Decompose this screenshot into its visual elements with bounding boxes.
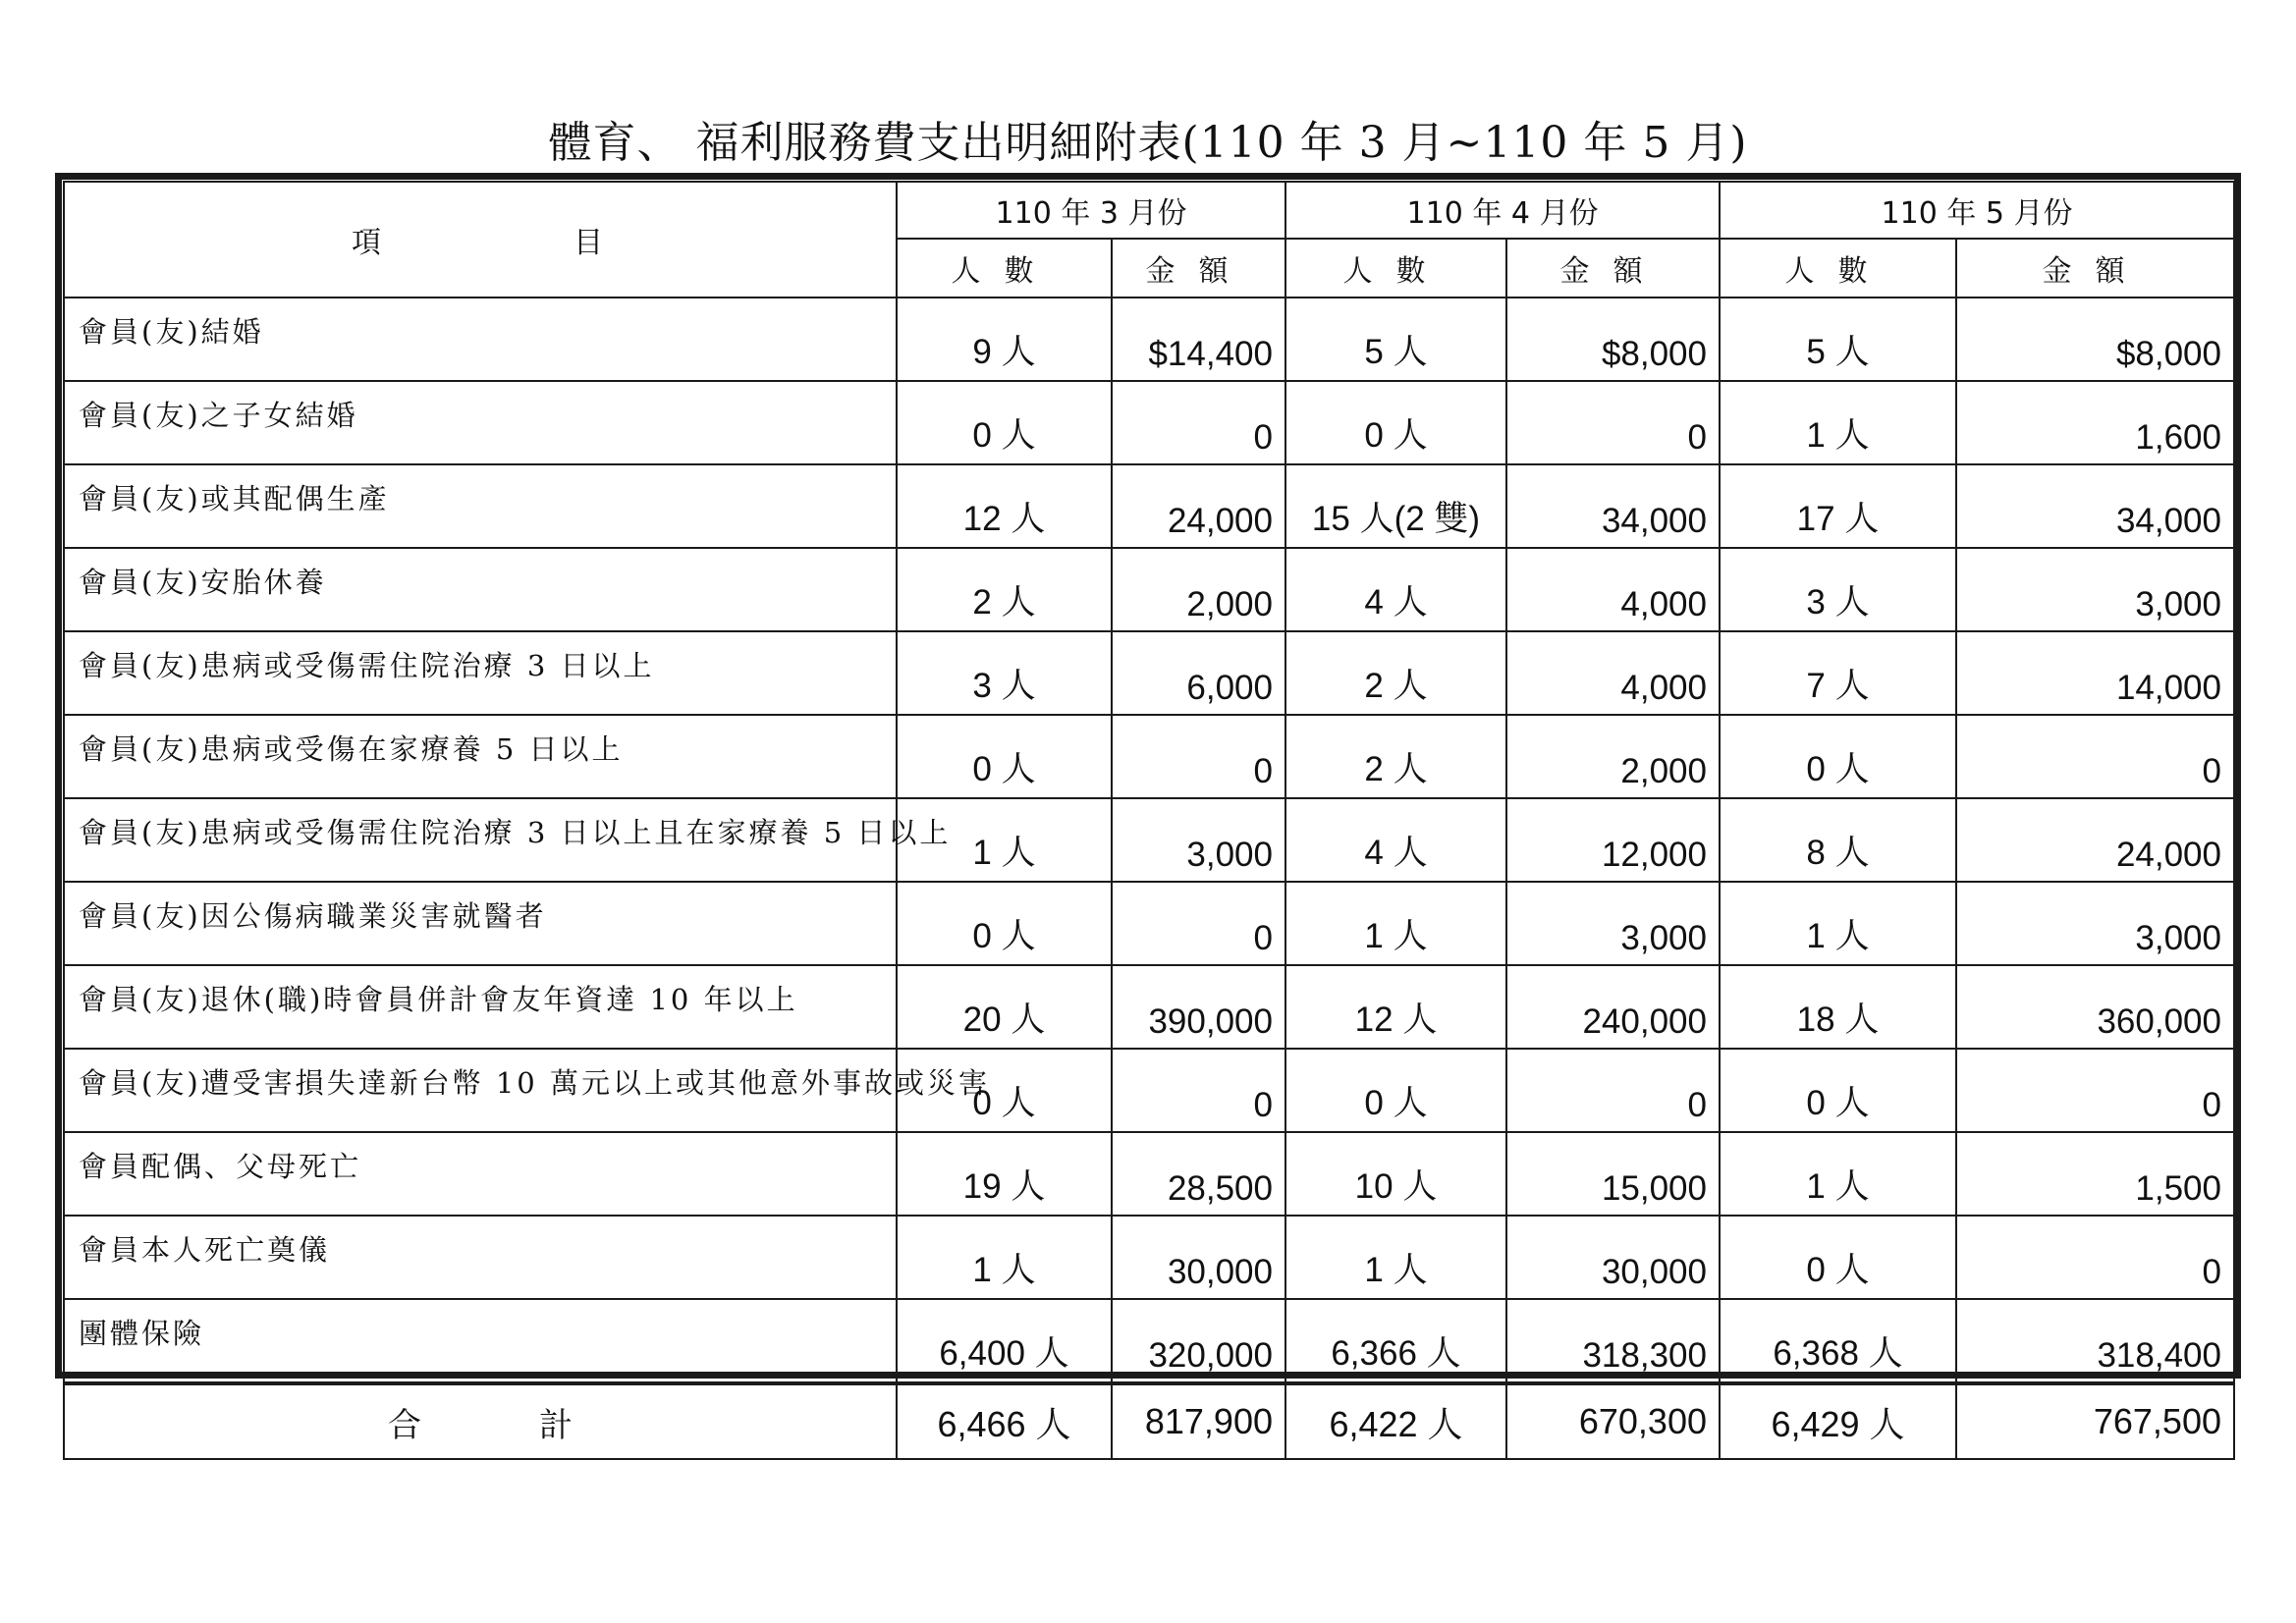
count-cell: 5 人 xyxy=(1285,298,1506,381)
amount-cell: 3,000 xyxy=(1956,882,2234,965)
count-cell: 9 人 xyxy=(897,298,1112,381)
count-cell: 3 人 xyxy=(1720,548,1956,631)
amount-cell: 318,400 xyxy=(1956,1299,2234,1383)
header-amount-2: 金額 xyxy=(1506,239,1720,298)
amount-cell: 30,000 xyxy=(1112,1216,1285,1299)
page-title: 體育、 福利服務費支出明細附表(110 年 3 月~110 年 5 月) xyxy=(548,118,1748,168)
count-cell: 1 人 xyxy=(1720,882,1956,965)
count-cell: 7 人 xyxy=(1720,631,1956,715)
amount-cell: 0 xyxy=(1112,882,1285,965)
count-cell: 1 人 xyxy=(1285,1216,1506,1299)
amount-cell: 30,000 xyxy=(1506,1216,1720,1299)
amount-cell: 2,000 xyxy=(1506,715,1720,798)
count-cell: 6,368 人 xyxy=(1720,1299,1956,1383)
count-cell: 0 人 xyxy=(897,381,1112,464)
header-item-label-b: 目 xyxy=(574,226,609,260)
amount-cell: 28,500 xyxy=(1112,1132,1285,1216)
amount-cell: 3,000 xyxy=(1112,798,1285,882)
row-item-label: 會員(友)患病或受傷在家療養 5 日以上 xyxy=(64,715,897,798)
amount-cell: 240,000 xyxy=(1506,965,1720,1049)
count-cell: 2 人 xyxy=(1285,631,1506,715)
amount-cell: 24,000 xyxy=(1956,798,2234,882)
amount-cell: 2,000 xyxy=(1112,548,1285,631)
amount-cell: 24,000 xyxy=(1112,464,1285,548)
amount-cell: 3,000 xyxy=(1956,548,2234,631)
table-row xyxy=(64,798,2234,882)
amount-cell: 1,500 xyxy=(1956,1132,2234,1216)
count-cell: 4 人 xyxy=(1285,548,1506,631)
header-item-label-a: 項 xyxy=(352,226,387,260)
count-cell: 3 人 xyxy=(897,631,1112,715)
amount-cell: 4,000 xyxy=(1506,548,1720,631)
amount-cell: $14,400 xyxy=(1112,298,1285,381)
header-count-3: 人數 xyxy=(1720,239,1956,298)
total-count-cell: 6,429 人 xyxy=(1720,1383,1956,1459)
count-cell: 10 人 xyxy=(1285,1132,1506,1216)
amount-cell: 0 xyxy=(1506,381,1720,464)
count-cell: 2 人 xyxy=(1285,715,1506,798)
count-cell: 0 人 xyxy=(1720,1049,1956,1132)
amount-cell: 320,000 xyxy=(1112,1299,1285,1383)
row-item-label: 會員(友)患病或受傷需住院治療 3 日以上且在家療養 5 日以上 xyxy=(64,798,897,882)
count-cell: 1 人 xyxy=(897,798,1112,882)
header-amount-1: 金額 xyxy=(1112,239,1285,298)
amount-cell: 4,000 xyxy=(1506,631,1720,715)
total-count-cell: 6,422 人 xyxy=(1285,1383,1506,1459)
table-row xyxy=(64,965,2234,1049)
count-cell: 6,366 人 xyxy=(1285,1299,1506,1383)
count-cell: 18 人 xyxy=(1720,965,1956,1049)
count-cell: 0 人 xyxy=(1720,715,1956,798)
row-item-label: 會員(友)之子女結婚 xyxy=(64,381,897,464)
header-month-1: 110 年 3 月份 xyxy=(897,182,1285,239)
count-cell: 17 人 xyxy=(1720,464,1956,548)
amount-cell: 12,000 xyxy=(1506,798,1720,882)
amount-cell: 0 xyxy=(1956,715,2234,798)
count-cell: 20 人 xyxy=(897,965,1112,1049)
row-item-label: 會員(友)或其配偶生產 xyxy=(64,464,897,548)
header-month-2: 110 年 4 月份 xyxy=(1285,182,1720,239)
amount-cell: 0 xyxy=(1506,1049,1720,1132)
count-cell: 8 人 xyxy=(1720,798,1956,882)
amount-cell: 34,000 xyxy=(1506,464,1720,548)
amount-cell: 1,600 xyxy=(1956,381,2234,464)
total-label-a: 合 xyxy=(388,1405,421,1445)
row-item-label: 會員(友)因公傷病職業災害就醫者 xyxy=(64,882,897,965)
amount-cell: 0 xyxy=(1956,1216,2234,1299)
total-count-cell: 6,466 人 xyxy=(897,1383,1112,1459)
amount-cell: 390,000 xyxy=(1112,965,1285,1049)
count-cell: 4 人 xyxy=(1285,798,1506,882)
amount-cell: 0 xyxy=(1112,715,1285,798)
table-row xyxy=(64,1132,2234,1216)
count-cell: 5 人 xyxy=(1720,298,1956,381)
total-amount-cell: 817,900 xyxy=(1112,1383,1285,1459)
count-cell: 1 人 xyxy=(1720,381,1956,464)
table-row xyxy=(64,631,2234,715)
table-row xyxy=(64,1049,2234,1132)
amount-cell: 360,000 xyxy=(1956,965,2234,1049)
count-cell: 0 人 xyxy=(1285,381,1506,464)
row-item-label: 會員(友)遭受害損失達新台幣 10 萬元以上或其他意外事故或災害 xyxy=(64,1049,897,1132)
amount-cell: 34,000 xyxy=(1956,464,2234,548)
total-amount-cell: 670,300 xyxy=(1506,1383,1720,1459)
amount-cell: 0 xyxy=(1956,1049,2234,1132)
count-cell: 19 人 xyxy=(897,1132,1112,1216)
count-cell: 12 人 xyxy=(897,464,1112,548)
count-cell: 0 人 xyxy=(1285,1049,1506,1132)
count-cell: 1 人 xyxy=(1285,882,1506,965)
header-row-months xyxy=(64,182,2234,239)
row-item-label: 會員(友)患病或受傷需住院治療 3 日以上 xyxy=(64,631,897,715)
table-row xyxy=(64,882,2234,965)
amount-cell: 0 xyxy=(1112,1049,1285,1132)
amount-cell: $8,000 xyxy=(1956,298,2234,381)
table-row xyxy=(64,1216,2234,1299)
total-label-cell xyxy=(64,1383,897,1459)
amount-cell: $8,000 xyxy=(1506,298,1720,381)
row-item-label: 會員(友)安胎休養 xyxy=(64,548,897,631)
count-cell: 0 人 xyxy=(897,715,1112,798)
row-item-label: 會員(友)結婚 xyxy=(64,298,897,381)
row-item-label: 會員(友)退休(職)時會員併計會友年資達 10 年以上 xyxy=(64,965,897,1049)
count-cell: 0 人 xyxy=(897,1049,1112,1132)
count-cell: 2 人 xyxy=(897,548,1112,631)
table-row xyxy=(64,381,2234,464)
header-count-2: 人數 xyxy=(1285,239,1506,298)
count-cell: 12 人 xyxy=(1285,965,1506,1049)
table-row xyxy=(64,464,2234,548)
expense-table xyxy=(63,181,2235,1460)
table-row xyxy=(64,1299,2234,1383)
header-month-3: 110 年 5 月份 xyxy=(1720,182,2234,239)
count-cell: 15 人(2 雙) xyxy=(1285,464,1506,548)
count-cell: 1 人 xyxy=(1720,1132,1956,1216)
header-item-cell xyxy=(64,182,897,298)
amount-cell: 3,000 xyxy=(1506,882,1720,965)
amount-cell: 14,000 xyxy=(1956,631,2234,715)
count-cell: 0 人 xyxy=(897,882,1112,965)
count-cell: 0 人 xyxy=(1720,1216,1956,1299)
total-label-b: 計 xyxy=(539,1405,573,1445)
total-row xyxy=(64,1383,2234,1459)
amount-cell: 318,300 xyxy=(1506,1299,1720,1383)
table-row xyxy=(64,298,2234,381)
row-item-label: 會員配偶、父母死亡 xyxy=(64,1132,897,1216)
amount-cell: 0 xyxy=(1112,381,1285,464)
count-cell: 1 人 xyxy=(897,1216,1112,1299)
total-amount-cell: 767,500 xyxy=(1956,1383,2234,1459)
amount-cell: 15,000 xyxy=(1506,1132,1720,1216)
header-amount-3: 金額 xyxy=(1956,239,2234,298)
header-count-1: 人數 xyxy=(897,239,1112,298)
table-row xyxy=(64,715,2234,798)
table-row xyxy=(64,548,2234,631)
count-cell: 6,400 人 xyxy=(897,1299,1112,1383)
row-item-label: 團體保險 xyxy=(64,1299,897,1383)
row-item-label: 會員本人死亡奠儀 xyxy=(64,1216,897,1299)
amount-cell: 6,000 xyxy=(1112,631,1285,715)
